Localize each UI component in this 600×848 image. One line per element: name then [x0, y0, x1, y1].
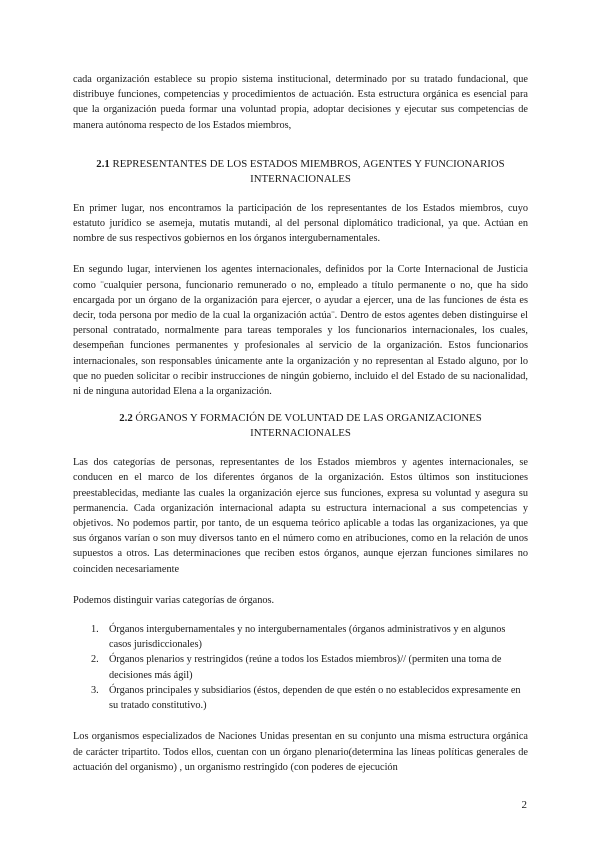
paragraph: Las dos categorías de personas, representantes de los Estados miembros y agentes internacionales, se conducen en el marco de los diferentes órganos de la organización. Estos últimos son instituciones preestablecidas, mediante las cuales la organización ejerce sus funciones, expresa su voluntad y asegura su permanencia. Cada organización internacional adapta su estructura internacional a sus competencias y objetivos. No podemos partir, por tanto, de un esquema teórico aplicable a todas las organizaciones, ya que sus órganos varían o son muy diversos tanto en el número como en atribuciones, como en la relación de unos supuestos a otros. Las determinaciones que reciben estos órganos, aunque ejerzan funciones similares no coinciden necesariamente — [73, 457, 528, 575]
page-number: 2 — [521, 799, 527, 811]
list-item — [73, 622, 528, 652]
list-text: Órganos plenarios y restringidos (reúne a todos los Estados miembros)// (permiten una toma de decisiones más ágil) — [109, 654, 502, 681]
list-item — [73, 683, 528, 713]
section-number: 2.1 — [96, 157, 110, 170]
section-title: ÓRGANOS Y FORMACIÓN DE VOLUNTAD DE LAS ORGANIZACIONES INTERNACIONALES — [135, 412, 482, 440]
list-text: Órganos intergubernamentales y no intergubernamentales (órganos administrativos y en algunos casos jurisdiccionales) — [109, 624, 506, 651]
paragraph: Los organismos especializados de Naciones Unidas presentan en su conjunto una misma estructura orgánica de carácter tripartito. Todos ellos, cuentan con un órgano plenario(determina las líneas políticas generales de actuación del organismo) , un organismo restringido (con poderes de ejecución — [73, 731, 528, 773]
list-text: Órganos principales y subsidiarios (éstos, dependen de que estén o no establecidos expresamente en su tratado constitutivo.) — [109, 684, 521, 712]
intro-paragraph: cada organización establece su propio sistema institucional, determinado por su tratado fundacional, que distribuye funciones, competencias y procedimientos de actuación. Esta estructura orgánica es esencial para que la organización pueda formar una voluntad propia, adoptar decisiones y ejecutar sus competencias de manera autónoma respecto de los Estados miembros, — [73, 74, 528, 131]
paragraph: Podemos distinguir varias categorías de órganos. — [73, 594, 275, 606]
section-number: 2.2 — [119, 412, 133, 425]
list-item — [73, 652, 528, 682]
section-heading-2-2 — [73, 411, 528, 441]
organ-categories-list — [73, 622, 528, 713]
section-title: REPRESENTANTES DE LOS ESTADOS MIEMBROS, AGENTES Y FUNCIONARIOS INTERNACIONALES — [112, 157, 505, 185]
list-number: 3. — [91, 684, 99, 696]
page-content — [73, 72, 528, 791]
list-number: 1. — [91, 624, 99, 636]
paragraph: En primer lugar, nos encontramos la participación de los representantes de los Estados miembros, cuyo estatuto jurídico se asemeja, mutatis mutandi, al del personal diplomático tradicional, ya que. Actúan en nombre de sus respectivos gobiernos en los órganos intergubernamentales. — [73, 202, 528, 245]
list-number: 2. — [91, 654, 99, 666]
paragraph: En segundo lugar, intervienen los agentes internacionales, definidos por la Corte Internacional de Justicia como ¨cualquier persona, funcionario remunerado o no, empleado a título permanente o no, que ha sido encargada por un órgano de la organización para ejercer, o ayudar a ejercer, una de las funciones de ésta es decir, toda persona por medio de la cual la organización actúa¨. Dentro de estos agentes deben distinguirse el personal contratado, normalmente para tareas temporales y los funcionarios internacionales, los cuales, desempeñan funciones permanentes y profesionales al servicio de la organización. Estos funcionarios internacionales, son responsables únicamente ante la organización y no representan al Estado alguno, por lo que no pueden solicitar o recibir instrucciones de ningún gobierno, incluido el del Estado de su nacionalidad, ni de ninguna autoridad Elena a la organización. — [73, 264, 528, 398]
section-heading-2-1 — [73, 157, 528, 187]
